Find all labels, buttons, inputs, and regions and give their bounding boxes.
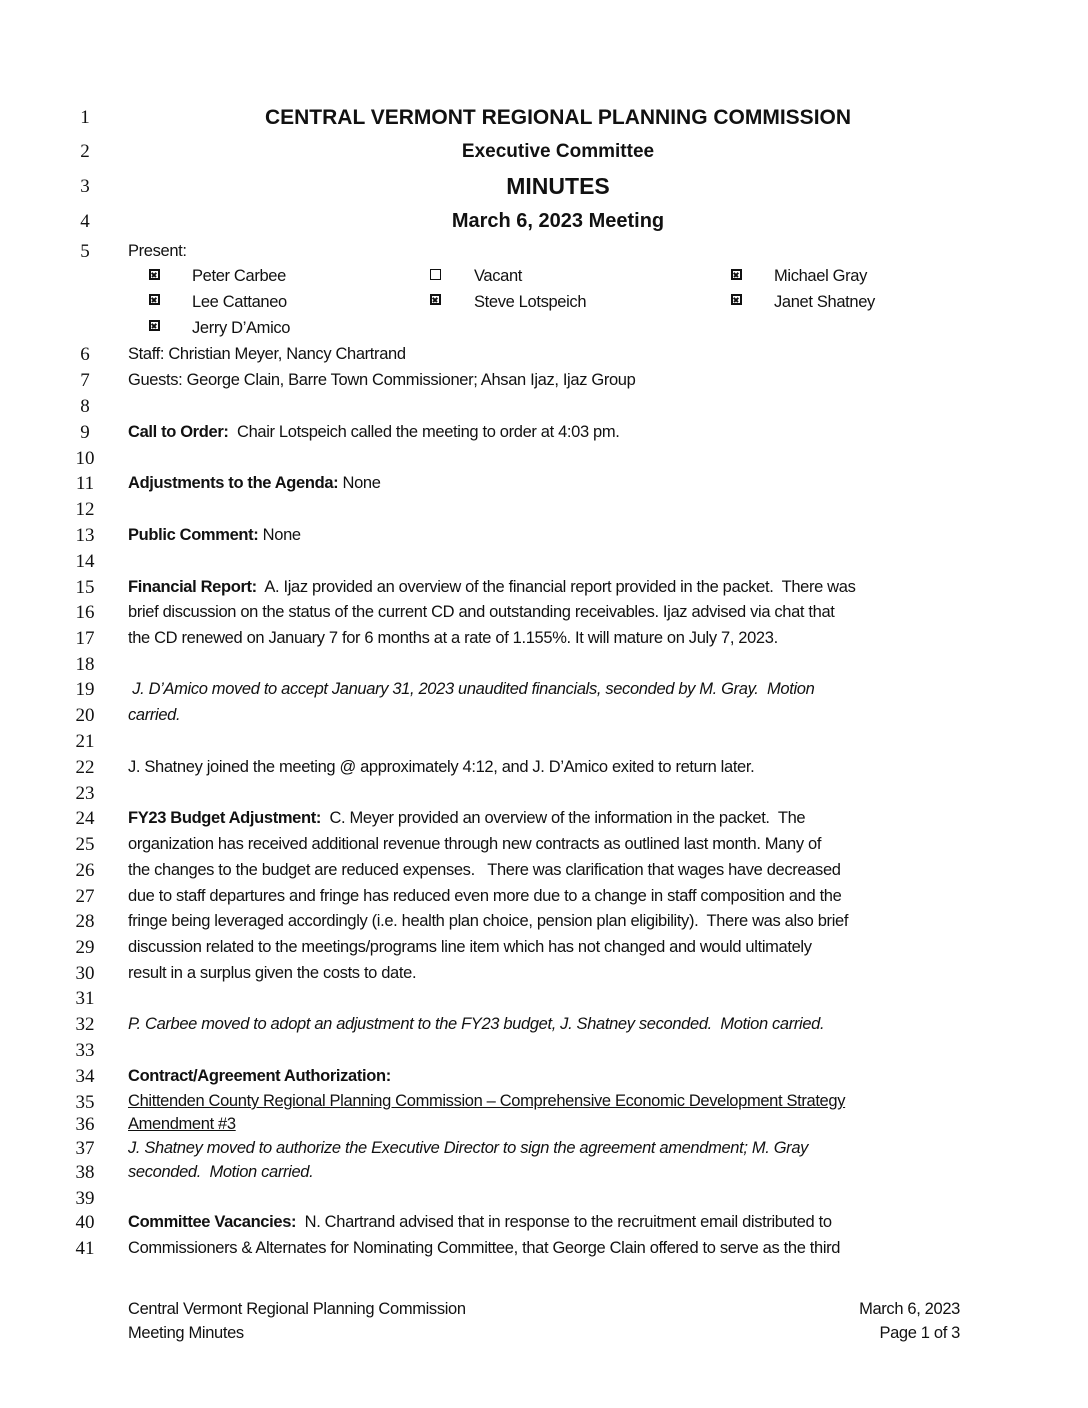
line-number: 7 [80, 370, 90, 391]
paragraph-line: result in a surplus given the costs to date. [128, 964, 417, 982]
line-number: 22 [75, 757, 95, 778]
unchecked-checkbox-icon [430, 269, 441, 280]
line-number: 21 [75, 731, 95, 752]
checked-checkbox-icon [731, 294, 742, 305]
line-number: 23 [75, 783, 95, 804]
section-heading: Committee Vacancies: [128, 1213, 297, 1231]
line-number: 15 [75, 577, 95, 598]
present-label: Present: [128, 242, 187, 260]
line-number: 16 [75, 602, 95, 623]
line-number: 10 [75, 448, 95, 469]
paragraph-line: the CD renewed on January 7 for 6 months at a rate of 1.155%. It will mature on July 7, 2023. [128, 629, 778, 647]
member-name: Vacant [474, 267, 523, 285]
footer-date: March 6, 2023 [859, 1300, 960, 1318]
line-number: 31 [75, 988, 95, 1009]
paragraph-line: organization has received additional revenue through new contracts as outlined last month. Many of [128, 835, 822, 853]
checked-checkbox-icon [430, 294, 441, 305]
section-text: Chair Lotspeich called the meeting to order at 4:03 pm. [228, 423, 620, 441]
section-text: None [258, 526, 301, 544]
paragraph-line: Commissioners & Alternates for Nominating Committee, that George Clain offered to serve as the third [128, 1239, 841, 1257]
line-number: 13 [75, 525, 95, 546]
checked-checkbox-icon [149, 269, 160, 280]
section-heading: Public Comment: [128, 526, 259, 544]
line-number: 38 [75, 1162, 95, 1183]
motion-line: P. Carbee moved to adopt an adjustment to the FY23 budget, J. Shatney seconded. Motion carried. [128, 1015, 825, 1033]
line-number: 27 [75, 886, 95, 907]
line-number: 8 [80, 396, 90, 417]
line-number: 39 [75, 1188, 95, 1209]
section-heading: Adjustments to the Agenda: [128, 474, 339, 492]
paragraph-line: discussion related to the meetings/programs line item which has not changed and would ultimately [128, 938, 812, 956]
committee-name: Executive Committee [461, 141, 655, 162]
public-comment-section [128, 524, 301, 546]
line-number: 1 [80, 107, 90, 128]
attendance-note: J. Shatney joined the meeting @ approximately 4:12, and J. D’Amico exited to return later. [128, 758, 755, 776]
motion-line: seconded. Motion carried. [128, 1163, 314, 1181]
paragraph-line: A. Ijaz provided an overview of the financial report provided in the packet. There was [256, 578, 856, 596]
section-heading: Financial Report: [128, 578, 257, 596]
paragraph-line: fringe being leveraged accordingly (i.e. health plan choice, pension plan eligibility). There was also brief [128, 912, 849, 930]
document-type-title: MINUTES [506, 173, 610, 199]
section-heading: Call to Order: [128, 423, 229, 441]
call-to-order-section [128, 421, 619, 443]
line-number: 32 [75, 1014, 95, 1035]
section-heading: FY23 Budget Adjustment: [128, 809, 322, 827]
motion-line: carried. [128, 706, 181, 724]
adjustments-section [128, 472, 381, 494]
line-number: 37 [75, 1138, 95, 1159]
contract-item-title: Chittenden County Regional Planning Commission – Comprehensive Economic Development Strategy [128, 1092, 846, 1110]
paragraph-line: the changes to the budget are reduced expenses. There was clarification that wages have decreased [128, 861, 841, 879]
member-name: Michael Gray [774, 267, 867, 285]
line-number: 6 [80, 344, 90, 365]
line-number: 2 [80, 141, 90, 162]
section-text: None [338, 474, 381, 492]
line-number: 14 [75, 551, 95, 572]
paragraph-line: due to staff departures and fringe has reduced even more due to a change in staff composition and the [128, 887, 842, 905]
paragraph-line: N. Chartrand advised that in response to the recruitment email distributed to [296, 1213, 832, 1231]
line-number: 11 [75, 473, 95, 494]
checked-checkbox-icon [149, 320, 160, 331]
line-number: 29 [75, 937, 95, 958]
checked-checkbox-icon [731, 269, 742, 280]
member-name: Steve Lotspeich [474, 293, 587, 311]
motion-line: J. Shatney moved to authorize the Executive Director to sign the agreement amendment; M. Gray [128, 1139, 809, 1157]
footer-doc-label: Meeting Minutes [128, 1324, 244, 1342]
member-name: Jerry D’Amico [192, 319, 291, 337]
guests-line: Guests: George Clain, Barre Town Commissioner; Ahsan Ijaz, Ijaz Group [128, 371, 636, 389]
footer-page-number: Page 1 of 3 [879, 1324, 960, 1342]
line-number: 25 [75, 834, 95, 855]
member-name: Janet Shatney [774, 293, 875, 311]
member-name: Peter Carbee [192, 267, 286, 285]
line-number: 33 [75, 1040, 95, 1061]
line-number: 18 [75, 654, 95, 675]
line-number: 24 [75, 808, 95, 829]
paragraph-line: C. Meyer provided an overview of the information in the packet. The [321, 809, 806, 827]
line-number: 30 [75, 963, 95, 984]
section-heading: Contract/Agreement Authorization: [128, 1067, 391, 1085]
line-number: 20 [75, 705, 95, 726]
line-number: 17 [75, 628, 95, 649]
line-number: 36 [75, 1114, 95, 1135]
line-number: 41 [75, 1238, 95, 1259]
motion-line: J. D’Amico moved to accept January 31, 2023 unaudited financials, seconded by M. Gray. Motion [128, 680, 815, 698]
paragraph-line: brief discussion on the status of the current CD and outstanding receivables. Ijaz advised via chat that [128, 603, 835, 621]
meeting-date-title: March 6, 2023 Meeting [451, 210, 665, 232]
line-number: 26 [75, 860, 95, 881]
line-number: 5 [80, 241, 90, 262]
line-number: 3 [80, 176, 90, 197]
contract-item-title: Amendment #3 [128, 1115, 236, 1133]
checked-checkbox-icon [149, 294, 160, 305]
org-title: CENTRAL VERMONT REGIONAL PLANNING COMMISSION [264, 106, 852, 129]
staff-line: Staff: Christian Meyer, Nancy Chartrand [128, 345, 406, 363]
line-number: 12 [75, 499, 95, 520]
line-number: 9 [80, 422, 90, 443]
line-number: 35 [75, 1092, 95, 1113]
line-number: 4 [80, 211, 90, 232]
line-number: 40 [75, 1212, 95, 1233]
line-number: 28 [75, 911, 95, 932]
footer-org-name: Central Vermont Regional Planning Commission [128, 1300, 466, 1318]
line-number: 19 [75, 679, 95, 700]
line-number: 34 [75, 1066, 95, 1087]
member-name: Lee Cattaneo [192, 293, 287, 311]
